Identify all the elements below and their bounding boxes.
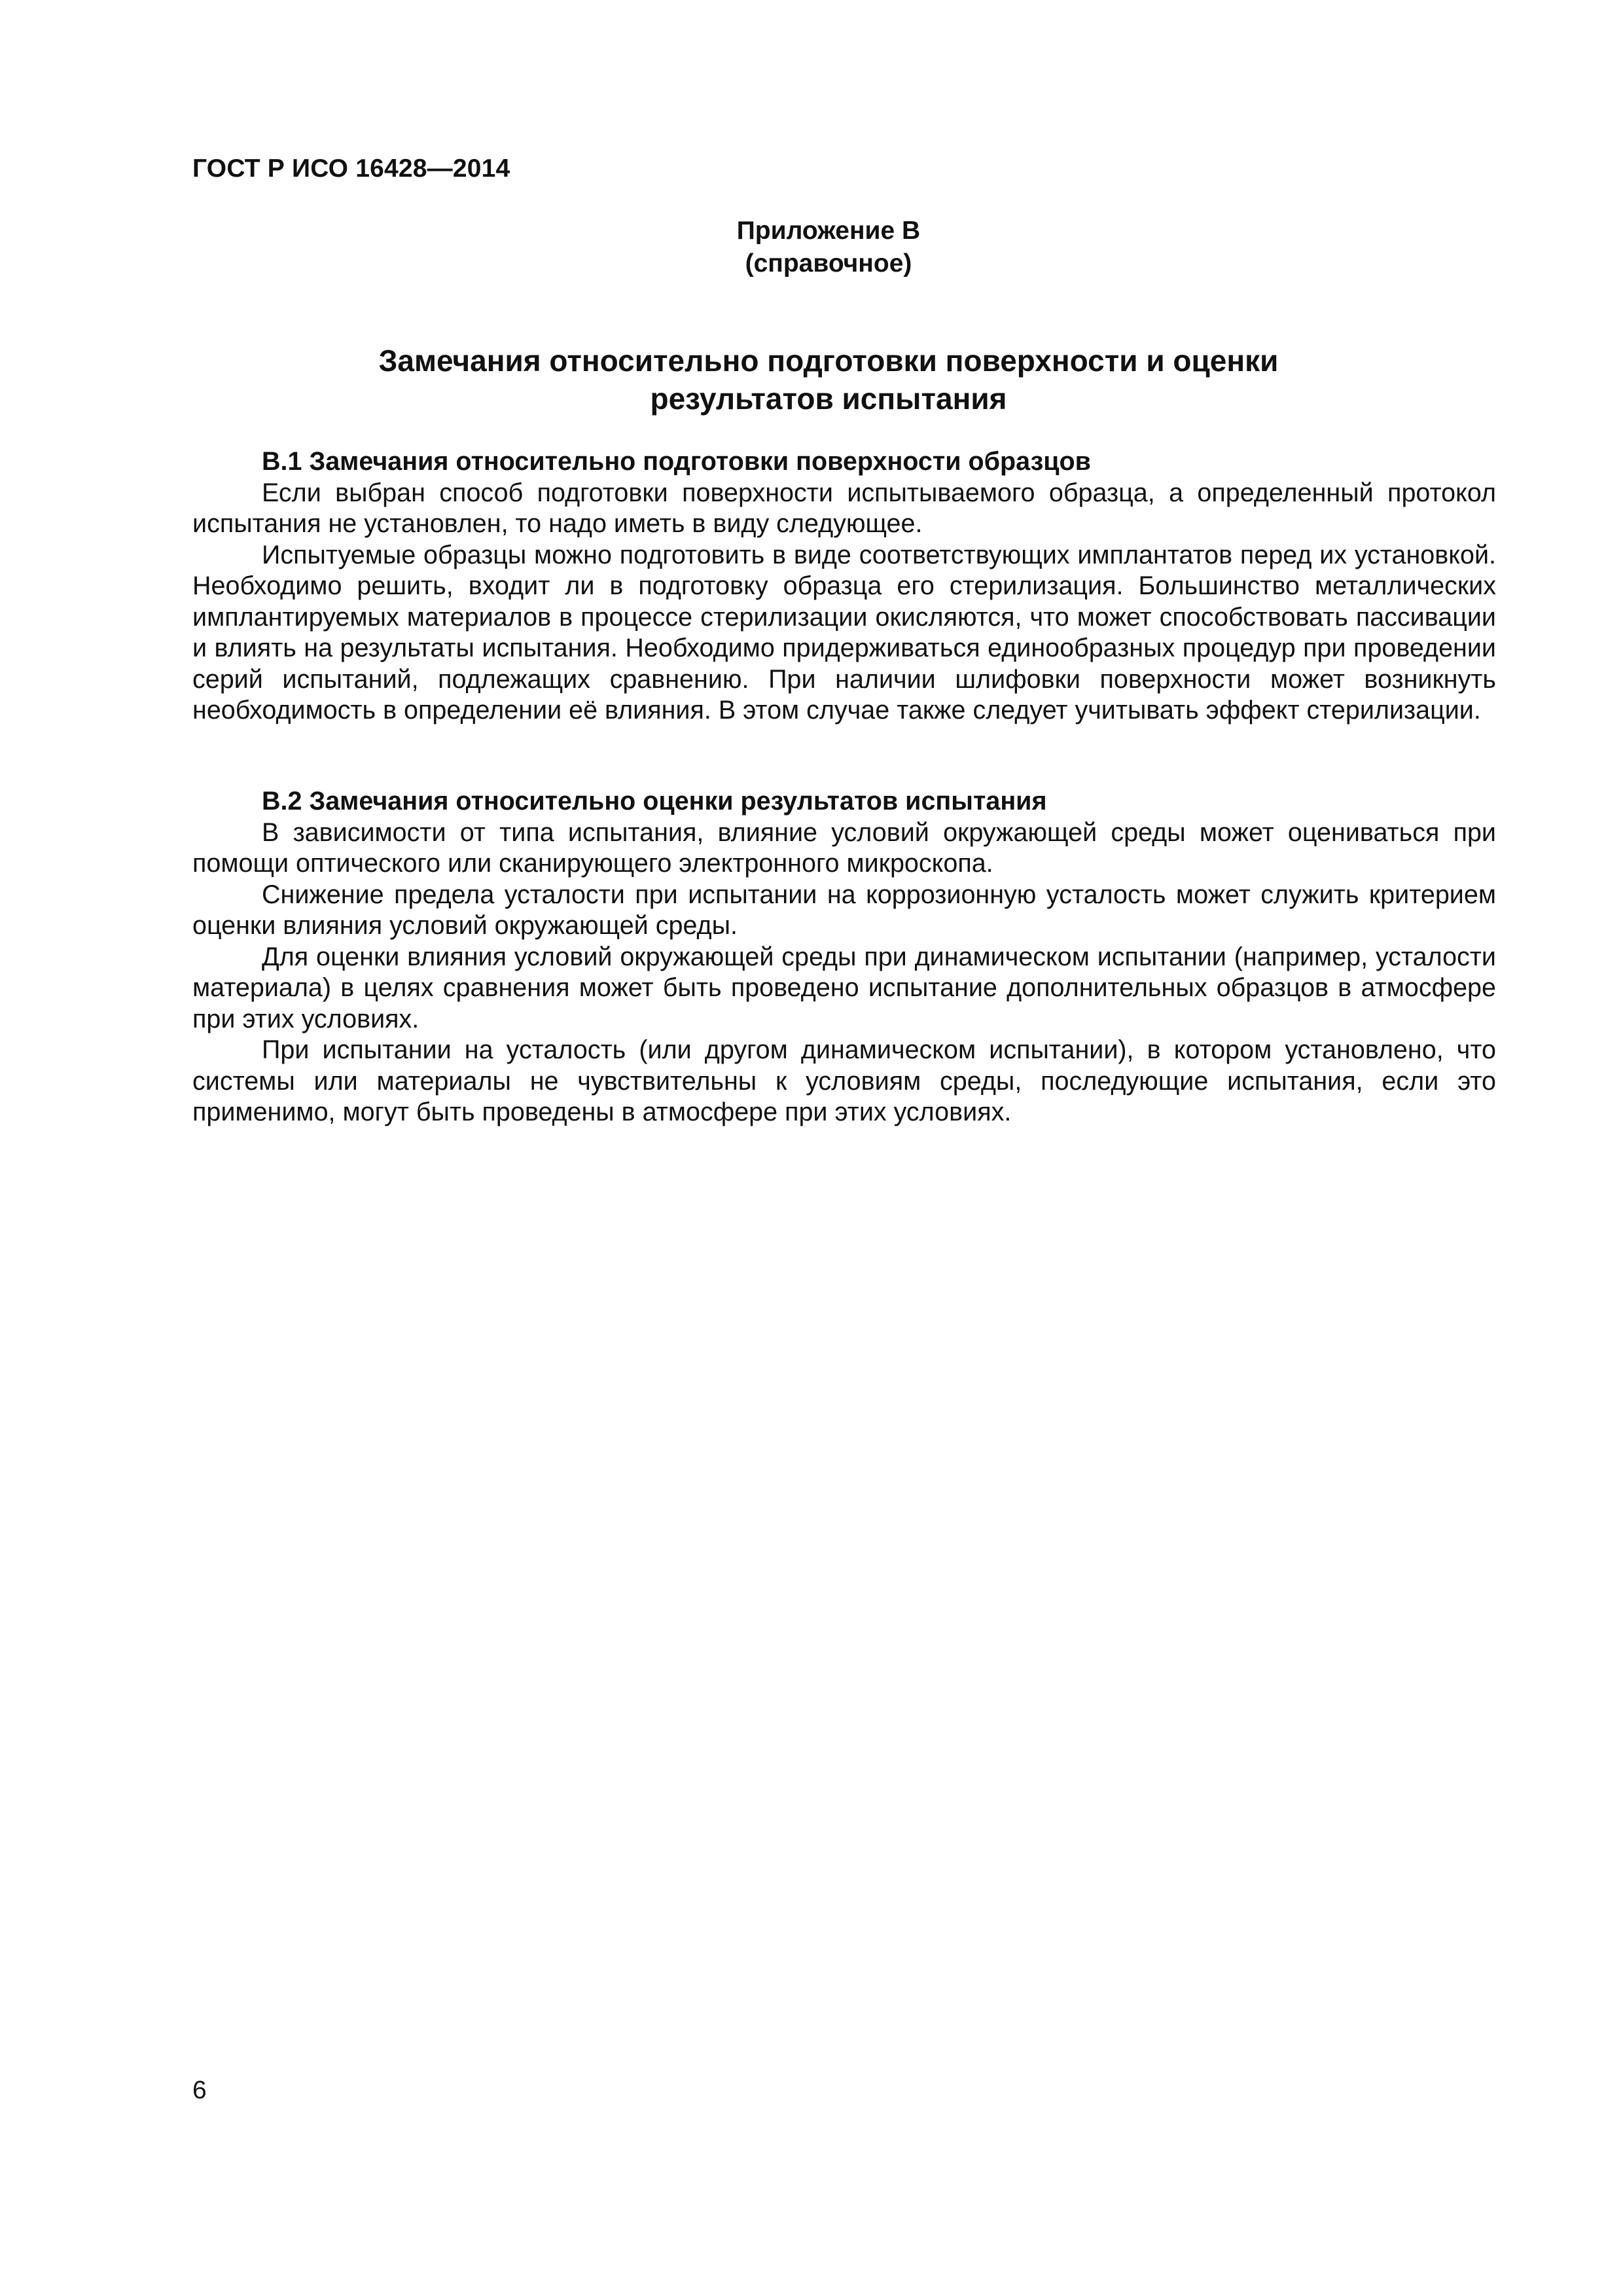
paragraph: При испытании на усталость (или другом динамическом испытании), в котором установлено, что системы или материалы не чувствительны к условиям среды, последующие испытания, если это применимо, могут быть проведены в атмосфере при этих условиях. (192, 1035, 1496, 1126)
paragraph: Испытуемые образцы можно подготовить в виде соответствующих имплантатов перед их установкой. Необходимо решить, входит ли в подготовку образца его стерилизация. Большинство металлических имплантируемых материалов в процессе стерилизации окисляются, что может способствовать пассивации и влиять на результаты испытания. Необходимо придерживаться единообразных процедур при проведении серий испытаний, подлежащих сравнению. При наличии шлифовки поверхности может возникнуть необходимость в определении её влияния. В этом случае также следует учитывать эффект стерилизации. (192, 540, 1496, 725)
document-title-line-2: результатов испытания (650, 382, 1007, 416)
annex-kind: (справочное) (745, 249, 912, 278)
section-heading: В.1 Замечания относительно подготовки поверхности образцов (262, 447, 1091, 476)
section-b1 (192, 446, 1496, 726)
document-title-line-1: Замечания относительно подготовки поверхности и оценки (378, 344, 1279, 378)
annex-label: Приложение В (736, 217, 921, 245)
page-number: 6 (192, 2076, 207, 2104)
paragraph: В зависимости от типа испытания, влияние условий окружающей среды может оцениваться при помощи оптического или сканирующего электронного микроскопа. (192, 817, 1496, 878)
paragraph: Если выбран способ подготовки поверхности испытываемого образца, а определенный протокол испытания не установлен, то надо иметь в виду следующее. (192, 478, 1496, 538)
section-heading: В.2 Замечания относительно оценки результатов испытания (262, 787, 1047, 816)
section-b2 (192, 786, 1496, 1128)
paragraph: Снижение предела усталости при испытании на коррозионную усталость может служить критерием оценки влияния условий окружающей среды. (192, 880, 1496, 940)
paragraph: Для оценки влияния условий окружающей среды при динамическом испытании (например, усталости материала) в целях сравнения может быть проведено испытание дополнительных образцов в атмосфере при этих условиях. (192, 942, 1496, 1033)
standard-designation: ГОСТ Р ИСО 16428—2014 (192, 154, 510, 183)
